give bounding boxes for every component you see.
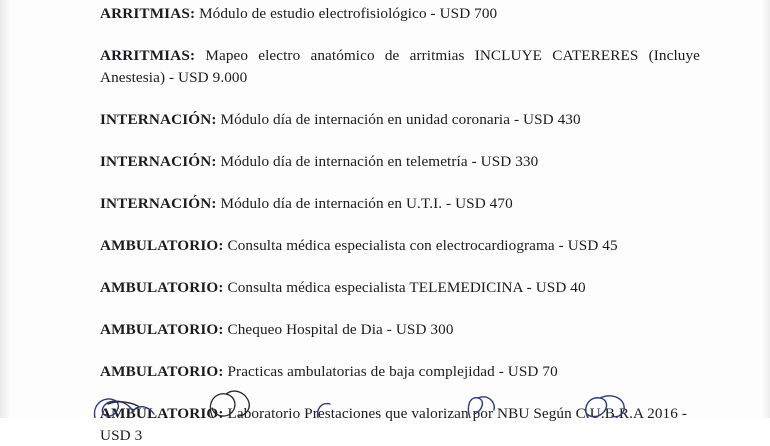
item-category: AMBULATORIO: (100, 321, 224, 339)
item-category: AMBULATORIO: (100, 363, 224, 381)
item-description: Practicas ambulatorias de baja complejidad - USD 70 (223, 363, 558, 381)
item-description: Mapeo electro anatómico de arritmias INCLUYE CATERERES (Incluye Anestesia) - USD 9.000 (100, 47, 700, 86)
item-category: INTERNACIÓN: (100, 110, 217, 128)
item-category: AMBULATORIO: (100, 279, 224, 297)
item-category: AMBULATORIO: (100, 236, 224, 254)
list-item (100, 3, 700, 25)
item-description: Módulo día de internación en unidad coronaria - USD 430 (216, 110, 581, 128)
list-item (100, 109, 700, 131)
item-description: Laboratorio Prestaciones que valorizan por NBU Según C.U.B.R.A 2016 - USD 3 (100, 405, 687, 444)
item-category: AMBULATORIO: (100, 405, 224, 423)
item-category: INTERNACIÓN: (100, 152, 217, 170)
list-item (100, 319, 700, 341)
list-item (100, 361, 700, 383)
item-category: ARRITMIAS: (100, 47, 196, 65)
item-description: Chequeo Hospital de Dia - USD 300 (223, 321, 454, 339)
scan-edge-right (762, 0, 770, 418)
item-category: ARRITMIAS: (100, 5, 196, 22)
list-item (100, 403, 700, 446)
item-category: INTERNACIÓN: (100, 194, 217, 212)
list-item (100, 235, 700, 257)
item-description: Consulta médica especialista TELEMEDICINA - USD 40 (223, 279, 586, 297)
list-item (100, 277, 700, 299)
list-item (100, 193, 700, 215)
item-description: Módulo día de internación en U.T.I. - USD 470 (216, 194, 513, 212)
list-item (100, 45, 700, 88)
item-description: Módulo de estudio electrofisiológico - USD 700 (195, 5, 498, 22)
scan-edge-left (0, 0, 10, 418)
item-description: Módulo día de internación en telemetría - USD 330 (216, 152, 539, 170)
list-item (100, 151, 700, 173)
price-list-body (100, 0, 700, 446)
item-description: Consulta médica especialista con electrocardiograma - USD 45 (223, 236, 618, 254)
